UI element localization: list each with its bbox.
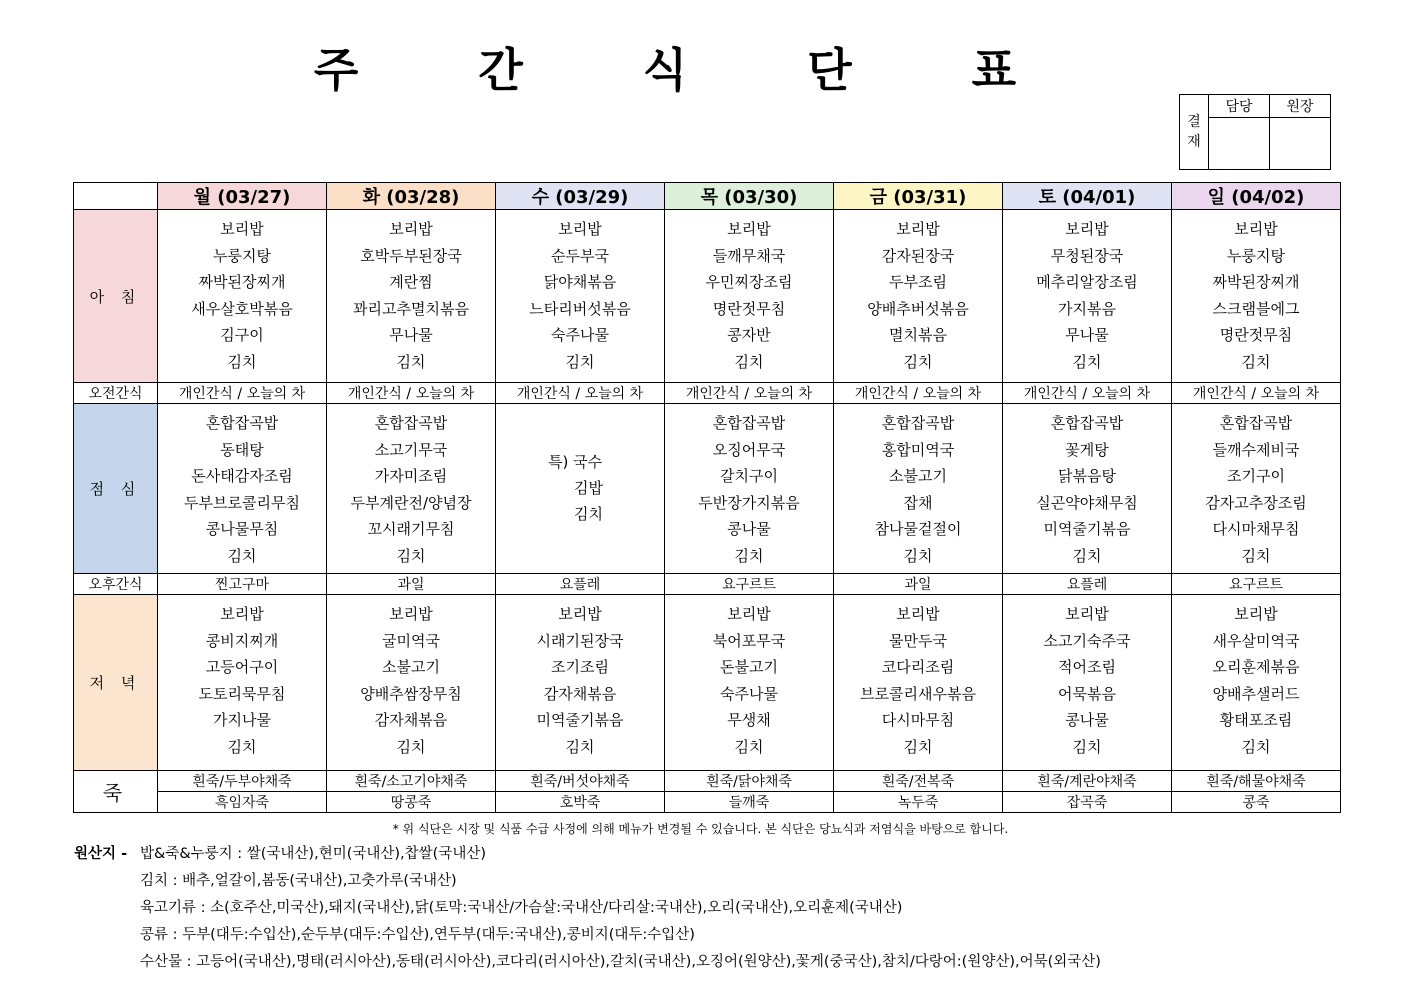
lunch-row: [74, 404, 1341, 574]
menu-item: 혼합잡곡밥: [881, 414, 955, 432]
breakfast-cell: [1003, 210, 1172, 383]
day-header: 목 (03/30): [665, 183, 834, 210]
menu-item: 보리밥: [1065, 605, 1109, 623]
menu-item: 김치: [1072, 737, 1102, 756]
porridge-2-cell: 콩죽: [1172, 792, 1341, 813]
menu-item: 잡채: [903, 493, 933, 512]
approval-col-manager: 담당: [1209, 95, 1270, 118]
menu-item: 다시마무침: [881, 711, 955, 730]
pm-snack-cell: 과일: [834, 574, 1003, 595]
porridge-1-cell: 흰죽/버섯야채죽: [496, 771, 665, 792]
menu-item: 짜박된장찌개: [198, 273, 286, 292]
day-header: 일 (04/02): [1172, 183, 1341, 210]
menu-item: 보리밥: [558, 220, 602, 238]
menu-item: 북어포무국: [712, 631, 786, 650]
menu-item: 들깨무채국: [712, 246, 786, 265]
menu-item: 혼합잡곡밥: [205, 414, 279, 432]
origin-row: [74, 925, 1101, 952]
menu-item: 김치: [227, 546, 257, 565]
menu-item: 김밥: [574, 479, 603, 497]
menu-item: 브로콜리새우볶음: [860, 684, 976, 703]
menu-item: 돈사태감자조림: [191, 467, 293, 486]
day-header: 수 (03/29): [496, 183, 665, 210]
menu-item: 어묵볶음: [1058, 684, 1116, 703]
menu-item: 김치: [396, 737, 426, 756]
menu-item: 적어조림: [1058, 658, 1116, 677]
pm-snack-cell: 요플레: [1003, 574, 1172, 595]
menu-item: 보리밥: [727, 220, 771, 238]
menu-item: 가자미조림: [374, 467, 448, 486]
porridge-row-2: [74, 792, 1341, 813]
menu-item: 새우살미역국: [1212, 631, 1300, 650]
menu-item: 굴미역국: [382, 631, 440, 650]
menu-item: 보리밥: [389, 605, 433, 623]
day-header: 토 (04/01): [1003, 183, 1172, 210]
menu-item: 메추리알장조림: [1036, 273, 1138, 292]
menu-item: 콩나물: [727, 520, 771, 539]
menu-item: 김치: [734, 737, 764, 756]
menu-item: 양배추버섯볶음: [867, 299, 969, 318]
lunch-cell: [1003, 404, 1172, 574]
dinner-cell: [496, 595, 665, 771]
dinner-cell: [1172, 595, 1341, 771]
porridge-2-cell: 호박죽: [496, 792, 665, 813]
menu-item: 오징어무국: [712, 440, 786, 459]
category-lunch: 점 심: [74, 404, 158, 574]
lunch-cell: [496, 404, 665, 574]
menu-item: 무나물: [389, 326, 433, 345]
menu-item: 우민찌장조림: [705, 273, 793, 292]
breakfast-cell: [834, 210, 1003, 383]
menu-item: 누룽지탕: [213, 246, 271, 265]
menu-item: 두부계란전/양념장: [350, 493, 472, 512]
menu-item: 보리밥: [558, 605, 602, 623]
menu-item: 도토리묵무침: [198, 684, 286, 703]
menu-item: 감자고추장조림: [1205, 493, 1307, 512]
menu-item: 보리밥: [896, 220, 940, 238]
menu-item: 들깨수제비국: [1212, 440, 1300, 459]
am-snack-cell: 개인간식 / 오늘의 차: [158, 383, 327, 404]
menu-item: 오리훈제볶음: [1212, 658, 1300, 677]
dinner-cell: [158, 595, 327, 771]
menu-item: 김치: [396, 546, 426, 565]
day-header-row: [74, 183, 1341, 210]
menu-item: 양배추쌈장무침: [360, 684, 462, 703]
menu-item: 갈치구이: [720, 467, 778, 486]
menu-item: 호박두부된장국: [360, 246, 462, 265]
menu-item: 순두부국: [551, 246, 609, 265]
menu-item: 조기구이: [1227, 467, 1285, 486]
origin-text: 콩류 : 두부(대두:수입산),순두부(대두:수입산),연두부(대두:국내산),콩비지(대두:수입산): [140, 927, 695, 943]
menu-item: 김치: [1072, 352, 1102, 371]
menu-item: 동태탕: [220, 440, 264, 459]
menu-item: 새우살호박볶음: [191, 299, 293, 318]
pm-snack-cell: 요플레: [496, 574, 665, 595]
menu-item: 김치: [565, 352, 595, 371]
menu-item: 홍합미역국: [881, 440, 955, 459]
approval-sign-director[interactable]: [1270, 118, 1331, 170]
menu-item: 보리밥: [1234, 220, 1278, 238]
lunch-cell: [327, 404, 496, 574]
am-snack-cell: 개인간식 / 오늘의 차: [834, 383, 1003, 404]
dinner-cell: [327, 595, 496, 771]
am-snack-cell: 개인간식 / 오늘의 차: [496, 383, 665, 404]
menu-item: 김치: [227, 737, 257, 756]
pm-snack-cell: 요구르트: [665, 574, 834, 595]
menu-item: 꽈리고추멸치볶음: [353, 299, 469, 318]
approval-label: 결 재: [1180, 95, 1209, 170]
menu-item: 닭야채볶음: [543, 273, 617, 292]
menu-item: 김치: [903, 546, 933, 565]
pm-snack-cell: 과일: [327, 574, 496, 595]
menu-item: 꼬시래기무침: [367, 520, 455, 539]
lunch-cell: [665, 404, 834, 574]
origin-text: 수산물 : 고등어(국내산),명태(러시아산),동태(러시아산),코다리(러시아산),갈치(국내산),오징어(원양산),꽃게(중국산),참치/다랑어:(원양산),어묵(외국산): [140, 954, 1101, 970]
menu-item: 김치: [903, 352, 933, 371]
menu-item: 시래기된장국: [536, 631, 624, 650]
category-breakfast: 아 침: [74, 210, 158, 383]
porridge-2-cell: 잡곡죽: [1003, 792, 1172, 813]
menu-item: 김치: [734, 352, 764, 371]
menu-item: 특) 국수: [548, 453, 603, 471]
menu-item: 다시마채무침: [1212, 520, 1300, 539]
category-pm-snack: 오후간식: [74, 574, 158, 595]
lunch-cell: [834, 404, 1003, 574]
menu-item: 소고기숙주국: [1043, 631, 1131, 650]
menu-item: 황태포조림: [1219, 711, 1293, 730]
menu-item: 숙주나물: [720, 684, 778, 703]
menu-item: 고등어구이: [205, 658, 279, 677]
menu-item: 무생채: [727, 711, 771, 730]
menu-item: 숙주나물: [551, 326, 609, 345]
am-snack-row: [74, 383, 1341, 404]
menu-item: 물만두국: [889, 631, 947, 650]
dinner-row: [74, 595, 1341, 771]
menu-item: 명란젓무침: [712, 299, 786, 318]
menu-item: 가지볶음: [1058, 299, 1116, 318]
origin-heading: 원산지 -: [74, 846, 128, 862]
porridge-1-cell: 흰죽/계란야채죽: [1003, 771, 1172, 792]
menu-item: 콩비지찌개: [205, 631, 279, 650]
corner-cell: [74, 183, 158, 210]
menu-item: 혼합잡곡밥: [1219, 414, 1293, 432]
menu-item: 보리밥: [220, 220, 264, 238]
menu-item: 콩나물: [1065, 711, 1109, 730]
menu-item: 보리밥: [1065, 220, 1109, 238]
menu-item: 양배추샐러드: [1212, 684, 1300, 703]
porridge-1-cell: 흰죽/닭야채죽: [665, 771, 834, 792]
menu-item: 미역줄기볶음: [536, 711, 624, 730]
menu-item: 닭볶음탕: [1058, 467, 1116, 486]
porridge-2-cell: 흑임자죽: [158, 792, 327, 813]
page-title: 주 간 식 단 표: [313, 43, 1069, 97]
origin-text: 밥&죽&누룽지 : 쌀(국내산),현미(국내산),찹쌀(국내산): [140, 846, 487, 862]
menu-item: 혼합잡곡밥: [712, 414, 786, 432]
lunch-cell: [158, 404, 327, 574]
menu-item: 돈불고기: [720, 658, 778, 677]
category-porridge: 죽: [74, 771, 158, 813]
menu-item: 감자채볶음: [543, 684, 617, 703]
category-am-snack: 오전간식: [74, 383, 158, 404]
menu-item: 계란찜: [389, 273, 433, 292]
dinner-cell: [834, 595, 1003, 771]
menu-notice: * 위 식단은 시장 및 식품 수급 사정에 의해 메뉴가 변경될 수 있습니다. 본 식단은 당뇨식과 저염식을 바탕으로 합니다.: [392, 822, 1009, 836]
menu-item: 두부조림: [889, 273, 947, 292]
porridge-1-cell: 흰죽/두부야채죽: [158, 771, 327, 792]
origin-row: [74, 844, 1101, 871]
menu-item: 소불고기: [382, 658, 440, 677]
menu-item: 보리밥: [896, 605, 940, 623]
porridge-2-cell: 녹두죽: [834, 792, 1003, 813]
menu-item: 보리밥: [389, 220, 433, 238]
porridge-1-cell: 흰죽/소고기야채죽: [327, 771, 496, 792]
menu-item: 무나물: [1065, 326, 1109, 345]
origin-text: 김치 : 배추,얼갈이,봄동(국내산),고춧가루(국내산): [140, 873, 457, 889]
porridge-row-1: [74, 771, 1341, 792]
menu-item: 참나물겉절이: [874, 520, 962, 539]
menu-item: 두반장가지볶음: [698, 493, 800, 512]
porridge-2-cell: 땅콩죽: [327, 792, 496, 813]
porridge-1-cell: 흰죽/해물야채죽: [1172, 771, 1341, 792]
lunch-cell: [1172, 404, 1341, 574]
menu-item: 스크램블에그: [1212, 299, 1300, 318]
origin-info: [74, 844, 1101, 979]
menu-item: 멸치볶음: [889, 326, 947, 345]
menu-item: 콩나물무침: [205, 520, 279, 539]
menu-item: 김치: [734, 546, 764, 565]
breakfast-cell: [158, 210, 327, 383]
menu-item: 누룽지탕: [1227, 246, 1285, 265]
menu-item: 혼합잡곡밥: [374, 414, 448, 432]
dinner-cell: [1003, 595, 1172, 771]
menu-item: 두부브로콜리무침: [184, 493, 300, 512]
am-snack-cell: 개인간식 / 오늘의 차: [1172, 383, 1341, 404]
porridge-2-cell: 들깨죽: [665, 792, 834, 813]
pm-snack-cell: 찐고구마: [158, 574, 327, 595]
approval-col-director: 원장: [1270, 95, 1331, 118]
approval-sign-manager[interactable]: [1209, 118, 1270, 170]
breakfast-cell: [496, 210, 665, 383]
menu-item: 명란젓무침: [1219, 326, 1293, 345]
origin-row: [74, 952, 1101, 979]
dinner-cell: [665, 595, 834, 771]
menu-item: 보리밥: [1234, 605, 1278, 623]
menu-item: 무청된장국: [1050, 246, 1124, 265]
weekly-menu-table: [73, 182, 1341, 813]
porridge-1-cell: 흰죽/전복죽: [834, 771, 1003, 792]
menu-item: 김치: [565, 737, 595, 756]
day-header: 월 (03/27): [158, 183, 327, 210]
menu-item: 김치: [1241, 352, 1271, 371]
menu-item: 콩자반: [727, 326, 771, 345]
menu-item: 느타리버섯볶음: [529, 299, 631, 318]
menu-item: 김치: [1241, 737, 1271, 756]
day-header: 금 (03/31): [834, 183, 1003, 210]
menu-item: 꽃게탕: [1065, 440, 1109, 459]
day-header: 화 (03/28): [327, 183, 496, 210]
am-snack-cell: 개인간식 / 오늘의 차: [665, 383, 834, 404]
menu-item: 김치: [903, 737, 933, 756]
menu-item: 보리밥: [727, 605, 771, 623]
menu-item: 김치: [574, 505, 603, 523]
menu-item: 소불고기: [889, 467, 947, 486]
origin-row: [74, 898, 1101, 925]
menu-item: 조기조림: [551, 658, 609, 677]
menu-item: 혼합잡곡밥: [1050, 414, 1124, 432]
menu-item: 코다리조림: [881, 658, 955, 677]
origin-row: [74, 871, 1101, 898]
menu-item: 김구이: [220, 326, 264, 345]
am-snack-cell: 개인간식 / 오늘의 차: [327, 383, 496, 404]
am-snack-cell: 개인간식 / 오늘의 차: [1003, 383, 1172, 404]
breakfast-row: [74, 210, 1341, 383]
menu-item: 소고기무국: [374, 440, 448, 459]
menu-item: 김치: [227, 352, 257, 371]
menu-item: 김치: [396, 352, 426, 371]
menu-item: 미역줄기볶음: [1043, 520, 1131, 539]
menu-item: 실곤약야채무침: [1036, 493, 1138, 512]
menu-item: 김치: [1241, 546, 1271, 565]
pm-snack-cell: 요구르트: [1172, 574, 1341, 595]
menu-item: 감자된장국: [881, 246, 955, 265]
breakfast-cell: [1172, 210, 1341, 383]
menu-item: 김치: [1072, 546, 1102, 565]
menu-item: 감자채볶음: [374, 711, 448, 730]
breakfast-cell: [665, 210, 834, 383]
category-dinner: 저 녁: [74, 595, 158, 771]
pm-snack-row: [74, 574, 1341, 595]
menu-item: 보리밥: [220, 605, 264, 623]
menu-item: 가지나물: [213, 711, 271, 730]
origin-text: 육고기류 : 소(호주산,미국산),돼지(국내산),닭(토막:국내산/가슴살:국내산/다리살:국내산),오리(국내산),오리훈제(국내산): [140, 900, 903, 916]
menu-item: 짜박된장찌개: [1212, 273, 1300, 292]
approval-box: [1179, 94, 1331, 170]
breakfast-cell: [327, 210, 496, 383]
